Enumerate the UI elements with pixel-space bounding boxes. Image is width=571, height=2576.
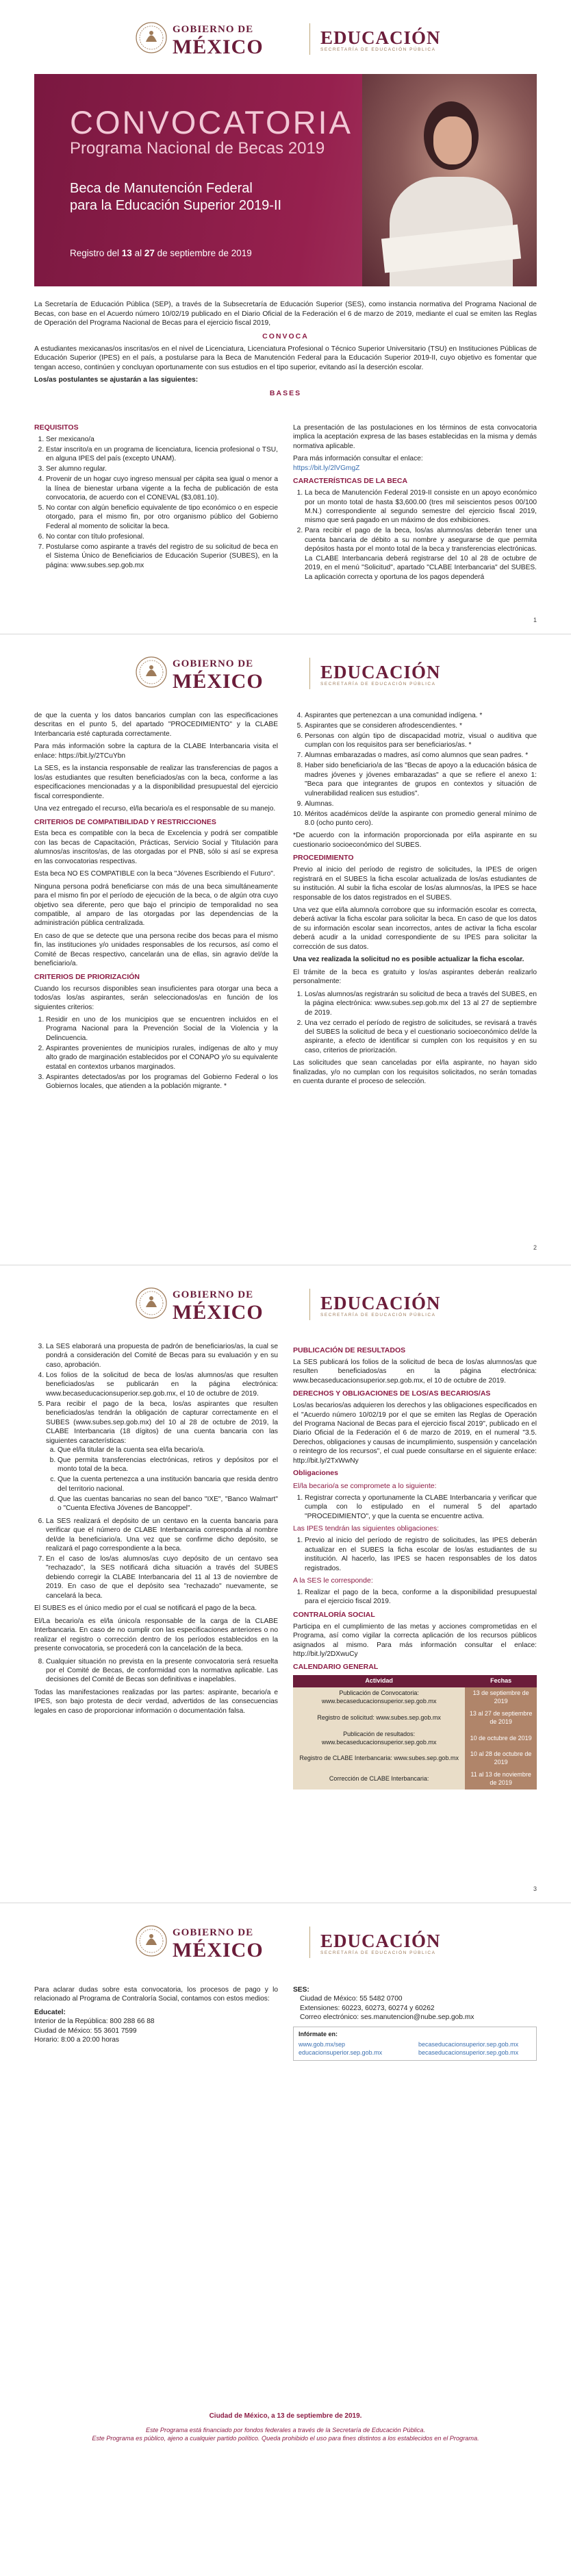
national-emblem-icon (134, 19, 168, 56)
table-row: Registro de solicitud: www.subes.sep.gob.mx 13 al 27 de septiembre de 2019 (293, 1708, 537, 1729)
page4-right-column (293, 1985, 537, 2061)
footer-legend-2: Este Programa es público, ajeno a cualquier partido político. Queda prohibido el uso para fines distintos a los establecidos en el Programa. (92, 2435, 479, 2442)
educacion-logo: EDUCACIÓN SECRETARÍA DE EDUCACIÓN PÚBLICA (320, 1931, 441, 1955)
list-item: c. Que la cuenta pertenezca a una institución bancaria que resida dentro del territorio nacional. (58, 1475, 278, 1494)
page1-columns (34, 419, 537, 585)
ses-contact-title: SES: (293, 1986, 309, 1994)
prior-p1: Cuando los recursos disponibles sean insuficientes para otorgar una beca a todos/as los/as aspirantes, serán seleccionados/as en función de los siguientes criterios: (34, 984, 278, 1011)
page-3 (0, 1265, 571, 1903)
ses-contact-line: Correo electrónico: ses.manutencion@nube.sep.gob.mx (300, 2014, 474, 2022)
becario-oblig-list (293, 1494, 537, 1521)
page2-columns (34, 711, 537, 1095)
resultados-title: PUBLICACIÓN DE RESULTADOS (293, 1346, 406, 1354)
procedimiento-list-cont (34, 1342, 278, 1600)
table-row: Publicación de Convocatoria: www.becaseducacionsuperior.sep.gob.mx 13 de septiembre de 2019 (293, 1687, 537, 1708)
list-item: 1. Residir en uno de los municipios que se encuentren incluidos en el Programa Nacional para la Prevención Social de la Violencia y la Delincuencia. (46, 1015, 278, 1043)
contraloria-text: Participa en el cumplimiento de las metas y acciones comprometidas en el Programa, así como vigilar la correcta aplicación de los recursos públicos asignados al mismo. Para más información consultar el enlace: http://bit.ly/2DXwuCy (293, 1622, 537, 1658)
list-item: 1. Registrar correcta y oportunamente la CLABE Interbancaria y verificar que cumpla con lo estipulado en el numeral 5 del apartado "PROCEDIMIENTO", y que la cuenta se encuentre activa. (305, 1494, 537, 1521)
page2-right-column (293, 711, 537, 1095)
informate-box (293, 2027, 537, 2061)
page-header (0, 1265, 571, 1337)
footer-date: Ciudad de México, a 13 de septiembre de 2019. (209, 2412, 362, 2420)
manejo-text: Una vez entregado el recurso, el/la becario/a es el responsable de su manejo. (34, 805, 276, 813)
derechos-title: DERECHOS Y OBLIGACIONES DE LOS/AS BECARIOS/AS (293, 1389, 491, 1398)
page4-columns (34, 1985, 537, 2061)
link-becas-1[interactable]: becaseducacionsuperior.sep.gob.mx (418, 2040, 519, 2048)
proc-p1: Previo al inicio del período de registro de solicitudes, la IPES de origen registrará en el SUBES la ficha escolar actualizada de los/as estudiantes de su institución. Al subir la ficha escolar de los/as alumnos/as, la IPES se hace responsable de los datos registrados en el SUBES. (293, 866, 537, 902)
educacion-logo: EDUCACIÓN SECRETARÍA DE EDUCACIÓN PÚBLICA (320, 27, 441, 52)
educatel-line: Ciudad de México: 55 3601 7599 (34, 2027, 137, 2035)
responsable-clabe-text: El/La becario/a es el/la único/a responsable de la carga de la CLABE Interbancaria. En caso de no cumplir con las especificaciones anteriores o no realizar el registro o corrección dentro de los períodos establecidos en la presente convocatoria, se procederá con la cancelación de la beca. (34, 1617, 278, 1653)
requisitos-title: REQUISITOS (34, 423, 79, 432)
list-item: 7. Postularse como aspirante a través del registro de su solicitud de beca en el Sistema Único de Beneficiarios de Educación Superior (SUBES), en la página: www.subes.sep.gob.mx (46, 543, 278, 570)
gobierno-logo: GOBIERNO DE MÉXICO (173, 1289, 264, 1324)
educacion-logo: EDUCACIÓN SECRETARÍA DE EDUCACIÓN PÚBLICA (320, 662, 441, 686)
list-item: 5. No contar con algún beneficio equivalente de tipo económico o en especie otorgado, para el mismo fin, por otro organismo público del Gobierno Federal al momento de solicitar la beca. (46, 504, 278, 531)
list-item: 9. Alumnas. (305, 800, 537, 808)
list-item: b. Que permita transferencias electrónicas, retiros y depósitos por el monto total de la beca. (58, 1456, 278, 1474)
page-number: 1 (533, 617, 537, 623)
requisitos-list (34, 435, 278, 570)
mas-info-link[interactable]: https://bit.ly/2lVGmgZ (293, 464, 360, 472)
page-number: 3 (533, 1885, 537, 1892)
table-header: Actividad (293, 1675, 465, 1687)
banner-programa: Programa Nacional de Becas 2019 (70, 139, 325, 158)
national-emblem-icon (134, 654, 168, 691)
list-item: 6. Personas con algún tipo de discapacidad motriz, visual o auditiva que cumplan con los requisitos para ser beneficiarios/as. * (305, 732, 537, 750)
list-item: a. Que el/la titular de la cuenta sea el/la becario/a. (58, 1446, 278, 1454)
educatel-line: Horario: 8:00 a 20:00 horas (34, 2036, 120, 2044)
list-item: 3. Ser alumno regular. (46, 465, 278, 473)
convoca-title: CONVOCA (262, 332, 309, 340)
caracteristicas-title: CARACTERÍSTICAS DE LA BECA (293, 477, 408, 486)
aceptacion-text: La presentación de las postulaciones en los términos de esta convocatoria implica la aceptación expresa de las bases establecidas en la misma y demás normativa aplicable. (293, 424, 537, 450)
priorizacion-list-cont (293, 711, 537, 828)
list-item: d. Que las cuentas bancarias no sean del banco "IXE", "Banco Walmart" o "Cuenta Efectiva Jóvenes de Bancoppel". (58, 1495, 278, 1513)
header-divider (309, 23, 310, 55)
calendario-table (293, 1675, 537, 1789)
list-item: 4. Aspirantes que pertenezcan a una comunidad indígena. * (305, 711, 537, 720)
list-item: 2. Una vez cerrado el período de registro de solicitudes, se revisará a través del SUBES la solicitud de beca y el cuestionario socioeconómico del/de la aspirante, a efecto de identificar si cumplen con los requisitos y en su caso, criterios de priorización. (305, 1019, 537, 1056)
national-emblem-icon (134, 1922, 168, 1959)
dudas-text: Para aclarar dudas sobre esta convocatoria, los procesos de pago y lo relacionado al Programa de Contraloría Social, contamos con estos medios: (34, 1986, 278, 2003)
proc-p2: Una vez que el/la alumno/a corrobore que su información escolar es correcta, deberá activar la ficha escolar para solicitar la beca. En caso de que los datos de su información escolar sean incorrectos, antes de activar la ficha escolar deberá acudir a la unidad correspondiente de su IPES para solicitar la corrección de sus datos. (293, 906, 537, 951)
list-item: 6. No contar con título profesional. (46, 532, 278, 541)
protesta-text: Todas las manifestaciones realizadas por las partes: aspirante, becario/a e IPES, son bajo protesta de decir verdad, advertidos de las consecuencias legales en caso de proporcionar información o documentación falsa. (34, 1688, 278, 1715)
resultados-text: La SES publicará los folios de la solicitud de beca de los/as alumnos/as que resulten beneficiados/as en la página electrónica: www.becaseducacionsuperior.sep.gob.mx, el 10 de octubre de 2019. (293, 1358, 537, 1385)
header-divider (309, 658, 310, 689)
table-header: Fechas (465, 1675, 537, 1687)
page3-left-column (34, 1342, 278, 1789)
list-item: 3. La SES elaborará una propuesta de padrón de beneficiarios/as, la cual se pondrá a consideración del Comité de Becas para su evaluación y en su caso, aprobación. (46, 1342, 278, 1370)
header-divider (309, 1289, 310, 1320)
proc-p3: Una vez realizada la solicitud no es posible actualizar la ficha escolar. (293, 956, 524, 964)
page1-left-column (34, 419, 278, 585)
list-item: 7. En el caso de los/as alumnos/as cuyo depósito de un centavo sea "rechazado", la SES notificará dicha situación a través del SUBES debiendo corregir la CLABE Interbancaria del 11 al 13 de noviembre de 2019. En caso de que el depósito sea "rechazado" nuevamente, se cancelará la beca. (46, 1555, 278, 1600)
footer (34, 2412, 537, 2442)
gobierno-logo: GOBIERNO DE MÉXICO (173, 24, 264, 58)
compat-p2: Esta beca NO ES COMPATIBLE con la beca "Jóvenes Escribiendo el Futuro". (34, 870, 275, 878)
ses-oblig-list (293, 1588, 537, 1607)
intro-p2: A estudiantes mexicanas/os inscritas/os en el nivel de Licenciatura, Licenciatura Profesional o Técnico Superior Universitario (TSU) en Instituciones Públicas de Educación Superior (IPES) en el país, a postularse para la Beca de Manutención Federal para la Educación Superior 2019-II, cuyo objetivo es fomentar que tengan acceso, continúen y concluyan oportunamente con sus estudios en el tipo superior, evitando así la deserción escolar. (34, 345, 537, 371)
obligaciones-title: Obligaciones (293, 1469, 338, 1478)
list-item: 1. La beca de Manutención Federal 2019-II consiste en un apoyo económico por un monto total de hasta $3,600.00 (tres mil seiscientos pesos 00/100 M.N.) correspondiente al segundo semestre del ejercicio fiscal 2019, mismo que será pagado en un máximo de dos exhibiciones. (305, 488, 537, 525)
educatel-line: Interior de la República: 800 288 66 88 (34, 2018, 155, 2026)
list-item: 3. Aspirantes detectados/as por los programas del Gobierno Federal o los Gobiernos locales, que atienden a la población migrante. * (46, 1073, 278, 1091)
subes-notifica-text: El SUBES es el único medio por el cual se notificará el pago de la beca. (34, 1605, 257, 1613)
list-item: 2. Para recibir el pago de la beca, los/as alumnos/as deberán tener una cuenta bancaria de débito a su nombre y asegurarse de que permita depósitos hasta por el monto total de la beca y transferencias electrónicas. La CLABE Interbancaria deberá registrarse del 10 al 28 de octubre de 2019, en el menú "Solicitud", apartado "CLABE Interbancaria" del SUBES. La aplicación correcta y oportuna de los pagos dependerá (305, 526, 537, 582)
list-item: 4. Los folios de la solicitud de beca de los/as alumnos/as que resulten beneficiados/as se publicarán en la página electrónica: www.becaseducacionsuperior.sep.gob.mx, el 10 de octubre de 2019. (46, 1371, 278, 1398)
hero-banner (34, 74, 537, 286)
gobierno-logo: GOBIERNO DE MÉXICO (173, 1927, 264, 1961)
procedimiento-list-end (34, 1657, 278, 1685)
priorizacion-note: *De acuerdo con la información proporcionada por el/la aspirante en su cuestionario socioeconómico del SUBES. (293, 832, 537, 849)
list-item: 10. Méritos académicos del/de la aspirante con promedio general mínimo de 8.0 (ocho punto cero). (305, 810, 537, 828)
list-item: 1. Los/as alumnos/as registrarán su solicitud de beca a través del SUBES, en la página electrónica: www.subes.sep.gob.mx del 13 al 27 de septiembre de 2019. (305, 990, 537, 1017)
list-item: 6. La SES realizará el depósito de un centavo en la cuenta bancaria para verificar que el número de CLABE Interbancaria corresponda al nombre del/de la beneficiario/a. Una vez que se confirme dicho depósito, se realizará el pago correspondiente a la beca. (46, 1517, 278, 1554)
list-item: 2. Estar inscrito/a en un programa de licenciatura, licencia profesional o TSU, en alguna IPES del país (excepto UNAM). (46, 445, 278, 464)
page-4 (0, 1903, 571, 2576)
link-gob-sep[interactable]: www.gob.mx/sep (299, 2040, 346, 2048)
ipes-oblig-subtitle: Las IPES tendrán las siguientes obligaciones: (293, 1524, 440, 1533)
priorizacion-list (34, 1015, 278, 1091)
procedimiento-title: PROCEDIMIENTO (293, 854, 354, 863)
compatibilidad-title: CRITERIOS DE COMPATIBILIDAD Y RESTRICCIONES (34, 817, 216, 826)
list-item: 4. Provenir de un hogar cuyo ingreso mensual per cápita sea igual o menor a la línea de bienestar urbana vigente a la fecha de publicación de esta convocatoria, de acuerdo con el CONEVAL ($3,081.10). (46, 475, 278, 502)
page-number: 2 (533, 1244, 537, 1251)
page3-columns (34, 1342, 537, 1789)
page4-left-column (34, 1985, 278, 2061)
table-row: Publicación de resultados: www.becaseducacionsuperior.sep.gob.mx 10 de octubre de 2019 (293, 1729, 537, 1749)
table-row: Corrección de CLABE Interbancaria: 11 al 13 de noviembre de 2019 (293, 1769, 537, 1789)
link-educacion-superior[interactable]: educacionsuperior.sep.gob.mx (299, 2048, 383, 2056)
list-item: 8. Cualquier situación no prevista en la presente convocatoria será resuelta por el Comité de Becas, de conformidad con la normativa aplicable. Las decisiones del Comité de Becas son definitivas e inapelables. (46, 1657, 278, 1685)
bases-title: BASES (269, 388, 302, 397)
compat-p3: Ninguna persona podrá beneficiarse con más de una beca simultáneamente para el mismo fin por el período de ejecución de la beca, o de algún otra cuyo objetivo sea diferente, pero que bajo el principio de temporalidad no sea compatible, al amparo de las otorgadas por las dependencias de la administración pública centralizada. (34, 882, 278, 928)
ses-responsable-text: La SES, es la instancia responsable de realizar las transferencias de pagos a los/as estudiantes que resulten beneficiados/as con la beca, conforme a las especificaciones mencionadas y a la disponibilidad presupuestal del ejercicio fiscal correspondiente. (34, 765, 278, 800)
list-item: 1. Realizar el pago de la beca, conforme a la disponibilidad presupuestal para el ejercicio fiscal 2019. (305, 1588, 537, 1607)
ipes-oblig-list (293, 1536, 537, 1573)
banner-beca-title: Beca de Manutención Federal para la Educación Superior 2019-II (70, 181, 282, 213)
caracteristicas-list (293, 488, 537, 582)
intro-p1: La Secretaría de Educación Pública (SEP), a través de la Subsecretaría de Educación Superior (SES), como instancia normativa del Programa Nacional de Becas, con base en el Acuerdo número 10/02/19 publicado en el Diario Oficial de la Federación el 6 de marzo de 2019, mediante el cual se emiten las Reglas de Operación del Programa Nacional de Becas para el ejercicio fiscal 2019, (34, 301, 537, 327)
header-divider (309, 1927, 310, 1958)
table-row: Registro de CLABE Interbancaria: www.subes.sep.gob.mx 10 al 28 de octubre de 2019 (293, 1748, 537, 1769)
intro-p3: Los/as postulantes se ajustarán a las siguientes: (34, 376, 199, 384)
list-item: 1. Previo al inicio del período de registro de solicitudes, las IPES deberán actualizar en el SUBES la ficha escolar de los/as estudiantes de su institución. Al hacerlo, las IPES se hacen responsables de los datos registrados. (305, 1536, 537, 1573)
intro-section (34, 300, 537, 401)
student-photo (362, 74, 537, 286)
page-2 (0, 634, 571, 1265)
ses-contact-line: Ciudad de México: 55 5482 0700 (300, 1995, 403, 2003)
ses-oblig-subtitle: A la SES le corresponde: (293, 1576, 373, 1585)
page-header (0, 0, 571, 72)
page-header (0, 634, 571, 706)
procedimiento-list (293, 990, 537, 1056)
page-1 (0, 0, 571, 634)
list-item: 2. Aspirantes provenientes de municipios rurales, indígenas de alto y muy alto grado de marginación establecidos por el CONAPO y/o su equivalente estatal en contextos urbanos marginados. (46, 1044, 278, 1072)
page1-right-column (293, 419, 537, 585)
banner-registro: Registro del 13 al 27 de septiembre de 2019 (70, 248, 252, 258)
gobierno-logo: GOBIERNO DE MÉXICO (173, 658, 264, 693)
list-item: 8. Haber sido beneficiario/a de las "Becas de apoyo a la educación básica de madres jóvenes y jóvenes embarazadas" a que se refiere el anexo 1: "Beca para que integrantes de grupos en contextos y situación de vulnerabilidad realicen sus estudios". (305, 761, 537, 798)
calendario-title: CALENDARIO GENERAL (293, 1663, 379, 1672)
educacion-logo: EDUCACIÓN SECRETARÍA DE EDUCACIÓN PÚBLICA (320, 1293, 441, 1317)
compat-p1: Esta beca es compatible con la beca de Excelencia y podrá ser compatible con las becas de Capacitación, Prácticas, Servicio Social y Titulación para alumnos/as inscritos/as, de las otorgadas por el PNB, sólo si así se expresa en las convocatorias respectivas. (34, 830, 278, 865)
list-item: 7. Alumnas embarazadas o madres, así como alumnos que sean padres. * (305, 751, 537, 760)
link-becas-2[interactable]: becaseducacionsuperior.sep.gob.mx (418, 2048, 519, 2056)
ses-contact-line: Extensiones: 60223, 60273, 60274 y 60262 (300, 2004, 435, 2012)
list-item: 5. Aspirantes que se consideren afrodescendientes. * (305, 721, 537, 730)
page3-right-column (293, 1342, 537, 1789)
clabe-info-text: Para más información sobre la captura de la CLABE Interbancaria visita el enlace: https://bit.ly/2TCuYbn (34, 743, 278, 760)
becario-oblig-subtitle: El/la becario/a se compromete a lo siguiente: (293, 1482, 437, 1491)
page-header (0, 1903, 571, 1975)
footer-legend-1: Este Programa está financiado por fondos federales a través de la Secretaría de Educación Pública. (145, 2427, 426, 2434)
educatel-title: Educatel: (34, 2008, 66, 2016)
national-emblem-icon (134, 1285, 168, 1322)
priorizacion-title: CRITERIOS DE PRIORIZACIÓN (34, 972, 140, 981)
proc-p5: Las solicitudes que sean canceladas por el/la aspirante, no hayan sido finalizadas, y/o no cumplan con los requisitos solicitados, no serán tomadas en cuenta durante el proceso de selección. (293, 1059, 537, 1086)
clabe-sublist (46, 1446, 278, 1513)
informate-title: Infórmate en: (299, 2030, 338, 2038)
compat-p4: En caso de que se detecte que una persona recibe dos becas para el mismo fin, las instituciones y/o unidades responsables de los recursos, así como el Comité de Becas respectivo, cancelarán una de ellas, sin agravio del/de la beneficiario/a. (34, 932, 278, 968)
list-item: 1. Ser mexicano/a (46, 435, 278, 444)
derechos-text: Los/as becarios/as adquieren los derechos y las obligaciones especificados en el "Acuerdo número 10/02/19 por el que se emiten las Reglas de Operación del Programa Nacional de Becas para el ejercicio fiscal 2019", publicado en el Diario Oficial de la Federación el 6 de marzo de 2019, en el numeral "3.5. Derechos, obligaciones y causas de incumplimiento, suspensión y cancelación o reintegro de los recursos", el cual puede consultarse en el siguiente enlace: http://bit.ly/2TxWwNy (293, 1402, 537, 1465)
clabe-text: de que la cuenta y los datos bancarios cumplan con las especificaciones descritas en el punto 5, del apartado "PROCEDIMIENTO" y la CLABE Interbancaria esté capturada correctamente. (34, 712, 278, 738)
banner-convocatoria: CONVOCATORIA (70, 104, 353, 140)
proc-p4: El trámite de la beca es gratuito y los/as aspirantes deberán realizarlo personalmente: (293, 968, 537, 986)
list-item: 5. Para recibir el pago de la beca, los/as aspirantes que resulten beneficiados/as tendrán la obligación de capturar correctamente en el SUBES (www.subes.sep.gob.mx) del 10 al 28 de octubre de 2019, la CLABE Interbancaria (18 dígitos) de una cuenta bancaria con las siguientes características: a. Que el/la titular de la cuenta sea el/la becario/a. b. Que permita transferencias electrónicas, retiros y depósitos por el monto total de la beca. c. Que la cuenta pertenezca a una institución bancaria que resida dentro del territorio nacional. d. Que las cuentas bancarias no sean del banco "IXE", "Banco Walmart" o "Cuenta Efectiva Jóvenes de Bancoppel". (46, 1400, 278, 1513)
mas-info-text: Para más información consultar el enlace: (293, 455, 423, 463)
contraloria-title: CONTRALORÍA SOCIAL (293, 1610, 375, 1619)
page2-left-column (34, 711, 278, 1095)
